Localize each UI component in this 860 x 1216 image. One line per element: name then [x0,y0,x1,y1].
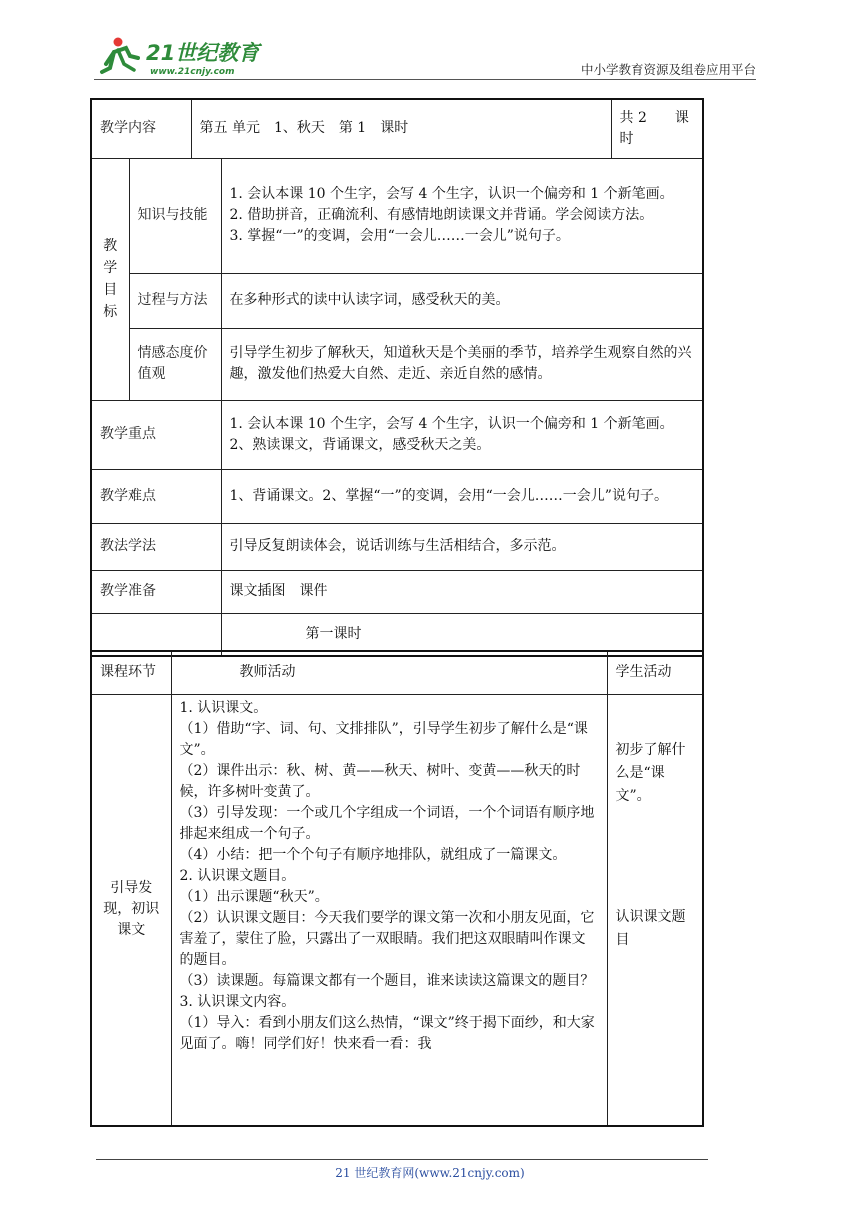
teacher-line-11: （1）导入：看到小朋友们这么热情，“课文”终于揭下面纱，和大家见面了。嗨！同学们好！快来看一看：我 [179,1014,595,1052]
teacher-line-2: （1）借助“字、词、句、文排排队”，引导学生初步了解什么是“课文”。 [179,720,588,758]
key-points-content [221,400,703,469]
stage-line-1: 引导发 [110,880,153,897]
activity-header-row [91,651,703,694]
objective-emotion-row [91,328,703,400]
knowledge-line-3: 3. 掌握“一”的变调，会用“一会儿……一会儿”说句子。 [229,228,570,244]
activity-row [91,694,703,1126]
difficulties-row [91,469,703,523]
preparation-content: 课文插图 课件 [221,570,703,613]
knowledge-label: 知识与技能 [129,158,221,273]
student-header: 学生活动 [607,651,703,694]
activity-table [90,650,704,1127]
teacher-line-3: （2）课件出示：秋、树、黄——秋天、树叶、变黄——秋天的时候，许多树叶变黄了。 [179,762,581,800]
knowledge-line-1: 1. 会认本课 10 个生字，会写 4 个生字，认识一个偏旁和 1 个新笔画。 [229,186,674,202]
logo-text: 21世纪教育 [146,41,260,65]
knowledge-line-2: 2. 借助拼音，正确流利、有感情地朗读课文并背诵。学会阅读方法。 [229,207,654,223]
emotion-label: 情感态度价值观 [129,328,221,400]
difficulties-label: 教学难点 [91,469,221,523]
objective-knowledge-row [91,158,703,273]
stage-cell [91,694,171,1126]
site-logo [96,34,268,78]
platform-title: 中小学教育资源及组卷应用平台 [580,62,756,77]
methods-row [91,523,703,570]
process-content: 在多种形式的读中认读字词，感受秋天的美。 [221,273,703,328]
teacher-header: 教师活动 [171,651,607,694]
logo-url: www.21cnjy.com [150,67,235,77]
session-title: 第一课时 [221,613,703,656]
footer-text: 21 世纪教育网(www.21cnjy.com) [335,1166,525,1180]
header-divider [94,79,756,80]
preparation-row [91,570,703,613]
objectives-char-3: 目 [103,282,118,298]
teacher-activity-cell [171,694,607,1126]
student-note-2: 认识课文题目 [615,908,686,948]
teacher-line-4: （3）引导发现：一个或几个字组成一个词语，一个个词语有顺序地排起来组成一个句子。 [179,804,595,842]
objectives-char-1: 教 [103,238,118,254]
footer-divider [96,1159,708,1160]
emotion-content: 引导学生初步了解秋天，知道秋天是个美丽的季节，培养学生观察自然的兴趣，激发他们热爱大自然、走近、亲近自然的感情。 [221,328,703,400]
content-value: 第五 单元 1、秋天 第 1 课时 [191,99,611,158]
objectives-char-4: 标 [103,304,118,320]
teacher-line-6: 2. 认识课文题目。 [179,867,296,884]
key-point-line-1: 1. 会认本课 10 个生字，会写 4 个生字，认识一个偏旁和 1 个新笔画。 [229,415,674,432]
teacher-line-5: （4）小结：把一个个句子有顺序地排队，就组成了一篇课文。 [179,846,567,863]
stage-line-2: 现，初识 [103,901,160,918]
teacher-line-1: 1. 认识课文。 [179,699,268,716]
stage-header: 课程环节 [91,651,171,694]
teacher-line-9: （3）读课题。每篇课文都有一个题目，谁来读读这篇课文的题目？ [179,972,595,989]
teacher-line-10: 3. 认识课文内容。 [179,993,296,1010]
objectives-char-2: 学 [103,260,118,276]
objectives-group-label [91,158,129,400]
teacher-line-8: （2）认识课文题目：今天我们要学的课文第一次和小朋友见面，它害羞了，蒙住了脸，只露出了一双眼睛。我们把这双眼睛叫作课文的题目。 [179,909,595,968]
key-point-line-2: 2、熟读课文，背诵课文，感受秋天之美。 [229,436,491,453]
runner-icon [102,38,138,73]
lesson-plan-table [90,98,704,657]
total-periods: 共 2 课时 [611,99,703,158]
stage-line-3: 课文 [117,922,146,939]
teacher-line-7: （1）出示课题“秋天”。 [179,888,329,905]
student-note-1: 初步了解什么是“课文”。 [615,741,686,804]
student-activity-cell [607,694,703,1126]
objective-process-row [91,273,703,328]
preparation-label: 教学准备 [91,570,221,613]
key-points-row [91,400,703,469]
methods-label: 教法学法 [91,523,221,570]
content-row [91,99,703,158]
difficulties-content: 1、背诵课文。2、掌握“一”的变调，会用“一会儿……一会儿”说句子。 [221,469,703,523]
key-points-label: 教学重点 [91,400,221,469]
methods-content: 引导反复朗读体会，说话训练与生活相结合，多示范。 [221,523,703,570]
knowledge-content [221,158,703,273]
content-label: 教学内容 [91,99,191,158]
process-label: 过程与方法 [129,273,221,328]
